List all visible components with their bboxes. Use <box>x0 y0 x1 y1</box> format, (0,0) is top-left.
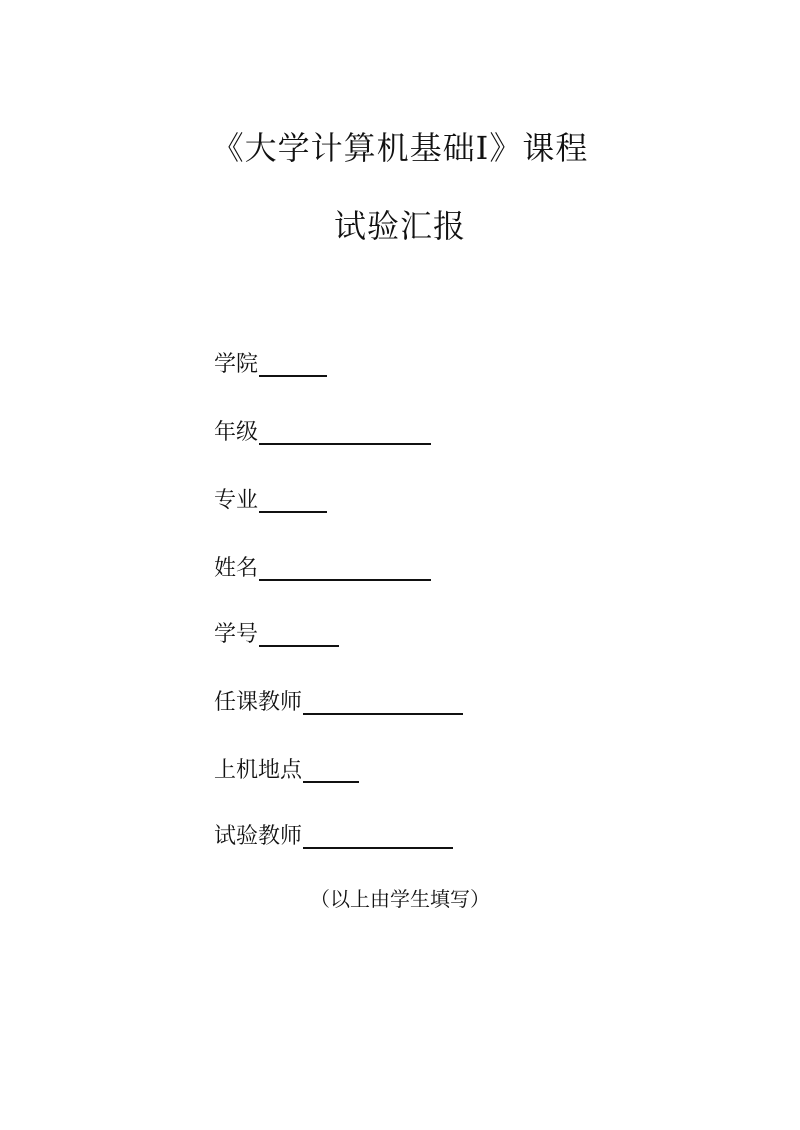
field-student-id-label: 学号 <box>214 622 259 647</box>
field-name-blank[interactable] <box>259 579 431 581</box>
field-name-label: 姓名 <box>214 556 259 581</box>
field-college-label: 学院 <box>214 352 259 377</box>
field-major <box>214 484 327 514</box>
field-major-blank[interactable] <box>259 511 327 513</box>
field-lab-teacher-blank[interactable] <box>303 847 453 849</box>
field-lab-teacher <box>214 820 453 850</box>
field-college <box>214 348 327 378</box>
field-course-teacher <box>214 686 463 716</box>
fill-instruction-note: （以上由学生填写） <box>310 887 490 911</box>
field-college-blank[interactable] <box>259 375 327 377</box>
field-major-label: 专业 <box>214 488 259 513</box>
field-lab-location <box>214 754 359 784</box>
field-name <box>214 552 431 582</box>
field-lab-location-label: 上机地点 <box>214 758 303 783</box>
field-grade <box>214 416 431 446</box>
field-lab-teacher-label: 试验教师 <box>214 824 303 849</box>
field-course-teacher-blank[interactable] <box>303 713 463 715</box>
field-student-id-blank[interactable] <box>259 645 339 647</box>
report-title: 试验汇报 <box>333 207 466 245</box>
field-course-teacher-label: 任课教师 <box>214 690 303 715</box>
field-grade-blank[interactable] <box>259 443 431 445</box>
course-title: 《大学计算机基础Ⅰ》课程 <box>211 129 589 167</box>
field-grade-label: 年级 <box>214 420 259 445</box>
field-lab-location-blank[interactable] <box>303 781 359 783</box>
field-student-id <box>214 618 339 648</box>
